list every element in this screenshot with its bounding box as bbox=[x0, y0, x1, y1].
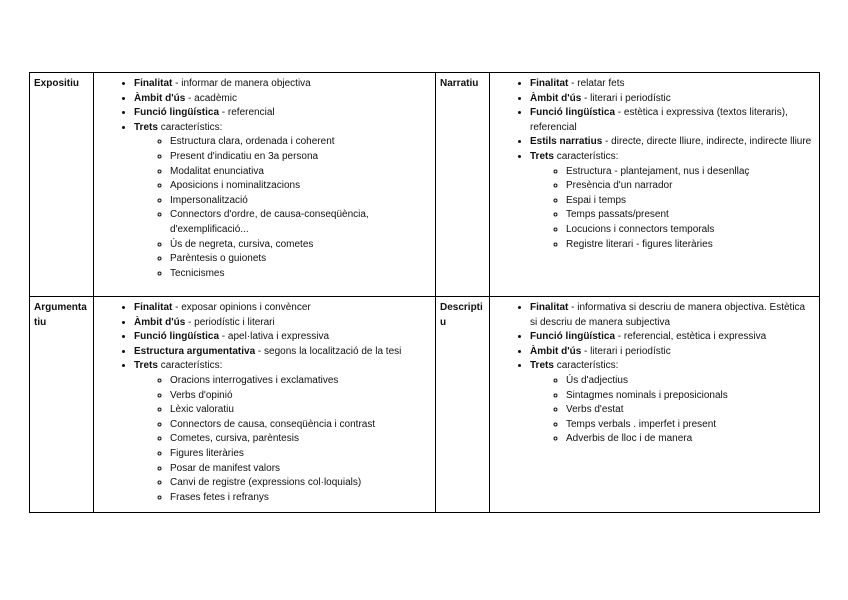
trait-text: acadèmic bbox=[194, 92, 237, 104]
sub-traits-list bbox=[530, 374, 815, 447]
trait-text: exposar opinions i convèncer bbox=[181, 302, 311, 313]
list-item: • Àmbit d'ús - periodístic i literari bbox=[134, 316, 431, 331]
trait-term: Funció lingüística bbox=[530, 107, 616, 119]
list-item bbox=[530, 359, 815, 447]
text-type-traits-descriptiu bbox=[490, 297, 820, 513]
sub-traits-list bbox=[134, 135, 431, 281]
sub-list-item: ◦ Tecnicismes bbox=[170, 267, 431, 282]
list-item: • Funció lingüística - apel·lativa i expressiva bbox=[134, 330, 431, 345]
trait-term: Trets bbox=[530, 360, 554, 372]
trait-term: Trets bbox=[530, 150, 554, 162]
list-item: • Estils narratius - directe, directe lliure, indirecte, indirecte lliure bbox=[530, 135, 815, 150]
traits-list bbox=[98, 301, 431, 505]
trait-text: literari i periodístic bbox=[590, 345, 671, 357]
list-item: • Àmbit d'ús - literari i periodístic bbox=[530, 92, 815, 107]
sub-list-item: ◦ Verbs d'estat bbox=[566, 403, 815, 418]
list-item bbox=[134, 121, 431, 282]
list-item: • Finalitat - informar de manera objectiva bbox=[134, 77, 431, 92]
sub-list-item: ◦ Figures literàries bbox=[170, 447, 431, 462]
list-item: • Funció lingüística - referencial bbox=[134, 106, 431, 121]
trait-text: referencial, estètica i expressiva bbox=[623, 331, 767, 343]
trait-term: Finalitat bbox=[134, 302, 173, 313]
list-item: • Funció lingüística - referencial, estètica i expressiva bbox=[530, 330, 815, 345]
traits-list bbox=[98, 77, 431, 281]
trait-text: característics: bbox=[556, 150, 619, 162]
trait-text: referencial bbox=[227, 107, 275, 119]
list-item: • Àmbit d'ús - literari i periodístic bbox=[530, 345, 815, 360]
trait-term: Funció lingüística bbox=[134, 107, 220, 119]
list-item: • Àmbit d'ús - acadèmic bbox=[134, 92, 431, 107]
sub-list-item: ◦ Ús de negreta, cursiva, cometes bbox=[170, 238, 431, 253]
sub-list-item: ◦ Present d'indicatiu en 3a persona bbox=[170, 150, 431, 165]
traits-list bbox=[494, 301, 815, 447]
sub-list-item: ◦ Verbs d'opinió bbox=[170, 389, 431, 404]
trait-text: periodístic i literari bbox=[194, 316, 275, 328]
trait-term: Trets bbox=[134, 360, 158, 372]
sub-list-item: ◦ Modalitat enunciativa bbox=[170, 165, 431, 180]
sub-traits-list bbox=[134, 374, 431, 505]
trait-text: estètica i expressiva (textos literaris), referencial bbox=[530, 107, 788, 133]
sub-list-item: ◦ Posar de manifest valors bbox=[170, 462, 431, 477]
sub-list-item: ◦ Estructura clara, ordenada i coherent bbox=[170, 135, 431, 150]
text-type-name-expositiu: Expositiu bbox=[30, 73, 94, 297]
sub-list-item: ◦ Frases fetes i refranys bbox=[170, 491, 431, 506]
trait-term: Àmbit d'ús bbox=[530, 345, 582, 357]
list-item: • Estructura argumentativa - segons la localització de la tesi bbox=[134, 345, 431, 360]
sub-list-item: ◦ Parèntesis o guionets bbox=[170, 252, 431, 267]
list-item: • Funció lingüística - estètica i expressiva (textos literaris), referencial bbox=[530, 106, 815, 135]
sub-list-item: ◦ Sintagmes nominals i preposicionals bbox=[566, 389, 815, 404]
sub-list-item: ◦ Connectors de causa, conseqüència i contrast bbox=[170, 418, 431, 433]
sub-list-item: ◦ Cometes, cursiva, parèntesis bbox=[170, 432, 431, 447]
trait-text: característics: bbox=[160, 121, 223, 133]
list-item: • Finalitat - exposar opinions i convèncer bbox=[134, 301, 431, 316]
table-row bbox=[30, 297, 820, 513]
trait-text: informativa si descriu de manera objectiva. Estètica si descriu de manera subjectiva bbox=[530, 302, 806, 328]
sub-list-item: ◦ Connectors d'ordre, de causa-conseqüència, d'exemplificació... bbox=[170, 208, 431, 237]
trait-text: directe, directe lliure, indirecte, indirecte lliure bbox=[611, 136, 812, 148]
sub-list-item: ◦ Adverbis de lloc i de manera bbox=[566, 432, 815, 447]
trait-text: literari i periodístic bbox=[590, 92, 671, 104]
traits-list bbox=[494, 77, 815, 252]
text-type-name-descriptiu: Descriptiu bbox=[436, 297, 490, 513]
sub-list-item: ◦ Ús d'adjectius bbox=[566, 374, 815, 389]
list-item bbox=[134, 359, 431, 505]
trait-term: Estils narratius bbox=[530, 136, 603, 148]
sub-list-item: ◦ Temps passats/present bbox=[566, 208, 815, 223]
trait-text: característics: bbox=[160, 360, 223, 372]
sub-list-item: ◦ Temps verbals . imperfet i present bbox=[566, 418, 815, 433]
trait-text: relatar fets bbox=[577, 78, 625, 89]
sub-list-item: ◦ Lèxic valoratiu bbox=[170, 403, 431, 418]
trait-term: Finalitat bbox=[530, 78, 569, 89]
sub-list-item: ◦ Estructura - plantejament, nus i desenllaç bbox=[566, 165, 815, 180]
list-item: • Finalitat - informativa si descriu de manera objectiva. Estètica si descriu de manera subjectiva bbox=[530, 301, 815, 330]
trait-term: Àmbit d'ús bbox=[134, 92, 186, 104]
sub-list-item: ◦ Impersonalització bbox=[170, 194, 431, 209]
text-type-name-argumentatiu: Argumentatiu bbox=[30, 297, 94, 513]
text-type-traits-expositiu bbox=[94, 73, 436, 297]
sub-list-item: ◦ Oracions interrogatives i exclamatives bbox=[170, 374, 431, 389]
text-type-name-narratiu: Narratiu bbox=[436, 73, 490, 297]
sub-list-item: ◦ Aposicions i nominalitzacions bbox=[170, 179, 431, 194]
trait-text: característics: bbox=[556, 360, 619, 372]
text-type-traits-argumentatiu bbox=[94, 297, 436, 513]
trait-term: Estructura argumentativa bbox=[134, 345, 256, 357]
sub-list-item: ◦ Locucions i connectors temporals bbox=[566, 223, 815, 238]
trait-text: segons la localització de la tesi bbox=[264, 345, 402, 357]
trait-text: apel·lativa i expressiva bbox=[227, 331, 330, 343]
list-item bbox=[530, 150, 815, 252]
trait-term: Finalitat bbox=[134, 78, 173, 89]
table-row bbox=[30, 73, 820, 297]
trait-term: Àmbit d'ús bbox=[134, 316, 186, 328]
sub-list-item: ◦ Registre literari - figures literàries bbox=[566, 238, 815, 253]
list-item: • Finalitat - relatar fets bbox=[530, 77, 815, 92]
trait-term: Funció lingüística bbox=[530, 331, 616, 343]
sub-traits-list bbox=[530, 165, 815, 253]
sub-list-item: ◦ Espai i temps bbox=[566, 194, 815, 209]
text-type-traits-narratiu bbox=[490, 73, 820, 297]
trait-term: Àmbit d'ús bbox=[530, 92, 582, 104]
text-types-table bbox=[29, 72, 820, 513]
trait-term: Finalitat bbox=[530, 302, 569, 313]
sub-list-item: ◦ Presència d'un narrador bbox=[566, 179, 815, 194]
trait-text: informar de manera objectiva bbox=[181, 78, 311, 89]
sub-list-item: ◦ Canvi de registre (expressions col·loquials) bbox=[170, 476, 431, 491]
trait-term: Trets bbox=[134, 121, 158, 133]
trait-term: Funció lingüística bbox=[134, 331, 220, 343]
